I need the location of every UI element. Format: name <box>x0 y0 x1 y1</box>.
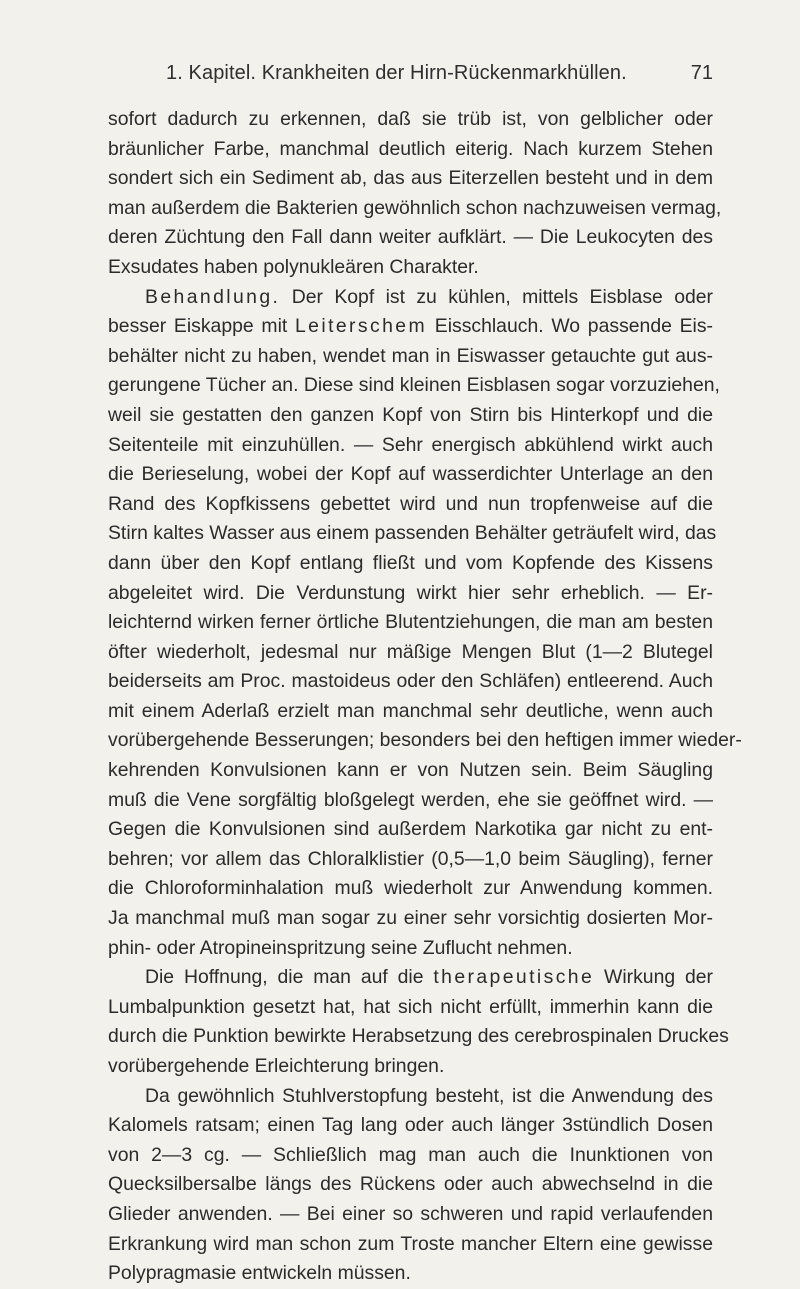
text-line <box>108 1141 713 1171</box>
text-line <box>108 1022 729 1052</box>
text-line <box>108 608 713 638</box>
line-text: man außerdem die Bakterien gewöhnlich schon nachzuweisen vermag, <box>108 196 722 219</box>
line-text: durch die Punktion bewirkte Herabsetzung des cerebrospinalen Druckes <box>108 1025 729 1048</box>
text-line <box>108 756 713 786</box>
text-line <box>108 519 717 549</box>
running-title: 1. Kapitel. Krankheiten der Hirn-Rückenmarkhüllen. <box>166 62 627 84</box>
text-line <box>108 223 713 253</box>
line-text: Seitenteile mit einzuhüllen. — Sehr energisch abkühlend wirkt auch <box>108 433 713 456</box>
text-line <box>108 283 713 313</box>
text-line <box>108 460 713 490</box>
line-text: Gegen die Konvulsionen sind außerdem Narkotika gar nicht zu ent- <box>108 818 713 841</box>
text-line <box>108 815 713 845</box>
line-text: deren Züchtung den Fall dann weiter aufklärt. — Die Leukocyten des <box>108 226 713 249</box>
line-text: kehrenden Konvulsionen kann er von Nutzen sein. Beim Säugling <box>108 759 713 782</box>
line-text: besser Eiskappe mit <box>108 315 288 338</box>
text-line <box>108 401 713 431</box>
text-line <box>108 786 713 816</box>
spaced-emphasis: Leiterschem <box>295 315 428 338</box>
text-line <box>108 371 720 401</box>
text-line <box>108 726 742 756</box>
line-text: phin- oder Atropineinspritzung seine Zuflucht nehmen. <box>108 936 573 959</box>
text-line <box>108 874 713 904</box>
text-line <box>108 697 713 727</box>
line-text: behälter nicht zu haben, wendet man in Eiswasser getauchte gut aus- <box>108 344 713 367</box>
text-line <box>108 579 713 609</box>
text-line <box>108 105 713 135</box>
line-text: Die Hoffnung, die man auf die <box>145 966 424 989</box>
line-text: bräunlicher Farbe, manchmal deutlich eiterig. Nach kurzem Stehen <box>108 137 713 160</box>
line-text: Erkrankung wird man schon zum Troste mancher Eltern eine gewisse <box>108 1232 713 1255</box>
line-text: behren; vor allem das Chloralklistier (0,5—1,0 beim Säugling), ferner <box>108 847 713 870</box>
text-line <box>108 638 713 668</box>
text-line <box>108 135 713 165</box>
line-text: Stirn kaltes Wasser aus einem passenden Behälter geträufelt wird, das <box>108 522 717 545</box>
text-line <box>108 1170 713 1200</box>
text-line <box>108 934 713 964</box>
line-text: Polypragmasie entwickeln müssen. <box>108 1262 411 1285</box>
text-line <box>108 667 713 697</box>
line-text: leichternd wirken ferner örtliche Blutentziehungen, die man am besten <box>108 611 713 634</box>
text-line <box>108 993 713 1023</box>
line-text: abgeleitet wird. Die Verdunstung wirkt hier sehr erheblich. — Er- <box>108 581 713 604</box>
line-text: Der Kopf ist zu kühlen, mittels Eisblase oder <box>291 285 714 308</box>
line-text: Lumbalpunktion gesetzt hat, hat sich nicht erfüllt, immerhin kann die <box>108 995 713 1018</box>
text-line <box>108 963 713 993</box>
page-number: 71 <box>690 62 713 84</box>
line-text: weil sie gestatten den ganzen Kopf von Stirn bis Hinterkopf und die <box>108 403 713 426</box>
text-line <box>108 1082 713 1112</box>
line-text: Wirkung der <box>604 966 714 989</box>
running-head <box>108 62 713 92</box>
text-line <box>108 1111 713 1141</box>
line-text: die Chloroforminhalation muß wiederholt zur Anwendung kommen. <box>108 877 713 900</box>
text-line <box>108 1230 713 1260</box>
text-line <box>108 1052 713 1082</box>
line-text: von 2—3 cg. — Schließlich mag man auch die Inunktionen von <box>108 1143 713 1166</box>
line-text: Quecksilbersalbe längs des Rückens oder auch abwechselnd in die <box>108 1173 713 1196</box>
text-line <box>108 490 713 520</box>
line-text: die Berieselung, wobei der Kopf auf wasserdichter Unterlage an den <box>108 463 713 486</box>
line-text: Exsudates haben polynukleären Charakter. <box>108 255 479 278</box>
line-text: Ja manchmal muß man sogar zu einer sehr vorsichtig dosierten Mor- <box>108 907 713 930</box>
line-text: gerungene Tücher an. Diese sind kleinen Eisblasen sogar vorzuziehen, <box>108 374 720 397</box>
line-text: Eisschlauch. Wo passende Eis- <box>434 315 714 338</box>
text-line <box>108 549 713 579</box>
spaced-emphasis: therapeutische <box>433 966 595 989</box>
text-line <box>108 312 713 342</box>
line-text: dann über den Kopf entlang fließt und vom Kopfende des Kissens <box>108 551 713 574</box>
line-text: Da gewöhnlich Stuhlverstopfung besteht, ist die Anwendung des <box>145 1084 713 1107</box>
text-line <box>108 845 713 875</box>
line-text: Rand des Kopfkissens gebettet wird und nun tropfenweise auf die <box>108 492 713 515</box>
line-text: Glieder anwenden. — Bei einer so schweren und rapid verlaufenden <box>108 1202 713 1225</box>
text-line <box>108 904 713 934</box>
text-line <box>108 164 713 194</box>
body-text <box>108 105 742 1289</box>
line-text: öfter wiederholt, jedesmal nur mäßige Mengen Blut (1—2 Blutegel <box>108 640 713 663</box>
text-line <box>108 194 722 224</box>
line-text: beiderseits am Proc. mastoideus oder den Schläfen) entleerend. Auch <box>108 670 713 693</box>
text-line <box>108 253 713 283</box>
line-text: muß die Vene sorgfältig bloßgelegt werden, ehe sie geöffnet wird. — <box>108 788 713 811</box>
line-text: sondert sich ein Sediment ab, das aus Eiterzellen besteht und in dem <box>108 167 713 190</box>
text-line <box>108 431 713 461</box>
spaced-emphasis: Behandlung. <box>145 285 281 308</box>
line-text: Kalomels ratsam; einen Tag lang oder auch länger 3stündlich Dosen <box>108 1114 713 1137</box>
line-text: vorübergehende Besserungen; besonders bei den heftigen immer wieder- <box>108 729 742 752</box>
text-line <box>108 342 713 372</box>
line-text: sofort dadurch zu erkennen, daß sie trüb ist, von gelblicher oder <box>108 108 713 130</box>
line-text: vorübergehende Erleichterung bringen. <box>108 1055 445 1077</box>
text-line <box>108 1200 713 1230</box>
line-text: mit einem Aderlaß erzielt man manchmal sehr deutliche, wenn auch <box>108 699 713 722</box>
